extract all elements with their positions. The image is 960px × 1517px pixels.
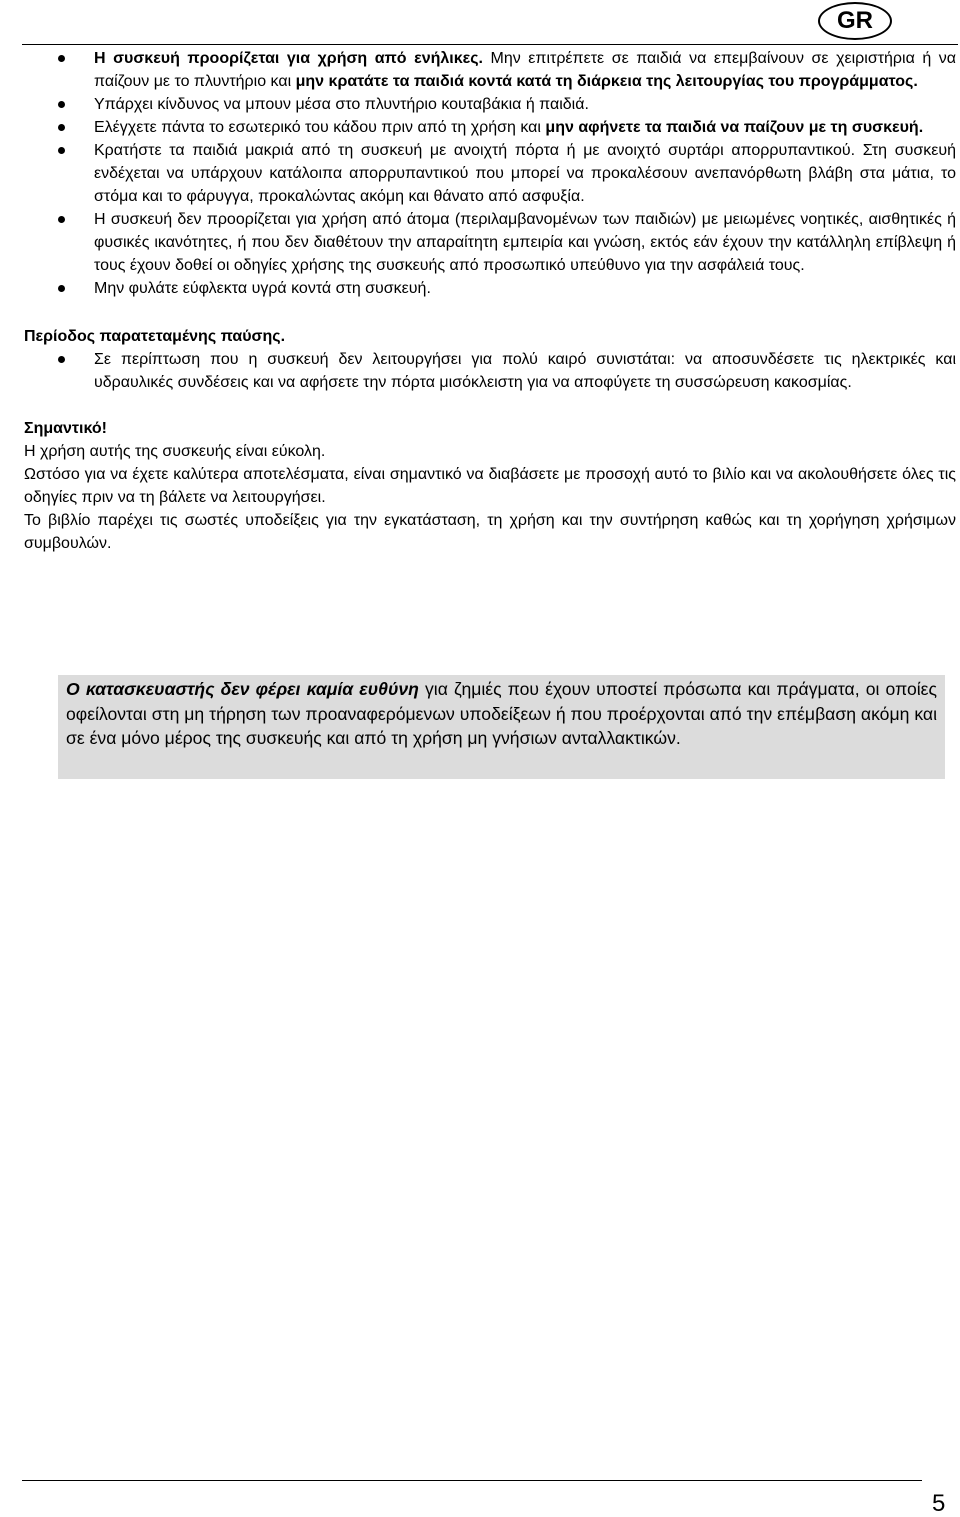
text-segment: Κρατήστε τα παιδιά μακριά από τη συσκευή με ανοιχτή πόρτα ή με ανοιχτό συρτάρι απορρυπαντικού. Στη συσκευή ενδέχεται να υπάρχουν κατάλοιπα απορρυπαντικού που μπορεί να προκαλέσουν ανεπανόρθωτη βλάβη στα μάτια, το στόμα και το φάρυγγα, προκαλώντας ακόμη και θάνατο από ασφυξία. bbox=[94, 142, 956, 205]
bullet-dot-icon bbox=[58, 216, 65, 223]
bold-text-segment: Η συσκευή προορίζεται για χρήση από ενήλικες. bbox=[94, 50, 483, 67]
notice-emphasis: Ο κατασκευαστής δεν φέρει καμία ευθύνη bbox=[66, 679, 419, 699]
bullet-dot-icon bbox=[58, 285, 65, 292]
page-content bbox=[24, 47, 956, 555]
bullet-dot-icon bbox=[58, 55, 65, 62]
important-line-1: Η χρήση αυτής της συσκευής είναι εύκολη. bbox=[24, 443, 326, 460]
list-item bbox=[24, 277, 956, 300]
text-segment: Ελέγχετε πάντα το εσωτερικό του κάδου πριν από τη χρήση και bbox=[94, 119, 546, 136]
important-heading: Σημαντικό! bbox=[24, 420, 107, 437]
important-line-2: Ωστόσο για να έχετε καλύτερα αποτελέσματα, είναι σημαντικό να διαβάσετε με προσοχή αυτό το βιλίο και να ακολουθήσετε όλες τις οδηγίες πριν να τη βάλετε να λειτουργήσει. bbox=[24, 466, 956, 506]
notice-text: για ζημιές που έχουν υποστεί πρόσωπα και πράγματα, οι οποίες οφείλονται στη μη τήρηση των προαναφερόμενων υποδείξεων ή που προέρχονται από την επέμβαση ακόμη και σε ένα μόνο μέρος της συσκευής και από τη χρήση μη γνήσιων ανταλλακτικών. bbox=[66, 679, 937, 748]
list-item bbox=[24, 139, 956, 208]
text-segment: Υπάρχει κίνδυνος να μπουν μέσα στο πλυντήριο κουταβάκια ή παιδιά. bbox=[94, 96, 589, 113]
list-item bbox=[24, 208, 956, 277]
header-divider bbox=[22, 44, 958, 45]
page-number: 5 bbox=[932, 1490, 946, 1517]
list-item bbox=[24, 47, 956, 93]
text-segment: Μην φυλάτε εύφλεκτα υγρά κοντά στη συσκευή. bbox=[94, 280, 431, 297]
safety-bullet-list bbox=[24, 47, 956, 300]
list-item bbox=[24, 348, 956, 394]
bullet-text: Σε περίπτωση που η συσκευή δεν λειτουργήσει για πολύ καιρό συνιστάται: να αποσυνδέσετε τις ηλεκτρικές και υδραυλικές συνδέσεις και να αφήσετε την πόρτα μισόκλειστη για να αποφύγετε τη συσσώρευση κακοσμίας. bbox=[94, 351, 956, 391]
list-item bbox=[24, 93, 956, 116]
liability-notice-box bbox=[58, 675, 945, 779]
bullet-dot-icon bbox=[58, 356, 65, 363]
list-item bbox=[24, 116, 956, 139]
bullet-text bbox=[94, 119, 923, 136]
pause-section-heading: Περίοδος παρατεταμένης παύσης. bbox=[24, 328, 286, 345]
bullet-text bbox=[94, 280, 431, 297]
bullet-text bbox=[94, 142, 956, 205]
important-line-3: Το βιβλίο παρέχει τις σωστές υποδείξεις για την εγκατάσταση, τη χρήση και την συντήρηση καθώς και τη χορήγηση χρήσιμων συμβουλών. bbox=[24, 512, 956, 552]
bullet-dot-icon bbox=[58, 124, 65, 131]
bullet-text bbox=[94, 211, 956, 274]
text-segment: Μην επιτρέπετε σε παιδιά να επεμβαίνουν σε χειριστήρια ή να παίζουν με το πλυντήριο και bbox=[94, 50, 957, 90]
bold-text-segment: μην αφήνετε τα παιδιά να παίζουν με τη συσκευή. bbox=[545, 119, 924, 136]
text-segment: Η συσκευή δεν προορίζεται για χρήση από άτομα (περιλαμβανομένων των παιδιών) με μειωμένες νοητικές, αισθητικές ή φυσικές ικανότητες, ή που δεν διαθέτουν την απαραίτητη εμπειρία και γνώση, εκτός εάν έχουν την κατάλληλη επίβλεψη ή τους έχουν δοθεί οι οδηγίες χρήσης της συσκευής από προσωπικό υπεύθυνο για την ασφάλειά τους. bbox=[94, 211, 956, 274]
footer-divider bbox=[22, 1480, 922, 1481]
pause-bullet-list bbox=[24, 348, 956, 394]
bold-text-segment: μην κρατάτε τα παιδιά κοντά κατά τη διάρκεια της λειτουργίας του προγράμματος. bbox=[295, 73, 918, 90]
bullet-dot-icon bbox=[58, 101, 65, 108]
bullet-dot-icon bbox=[58, 147, 65, 154]
bullet-text bbox=[94, 96, 589, 113]
language-badge: GR bbox=[818, 2, 892, 40]
bullet-text bbox=[94, 50, 956, 90]
